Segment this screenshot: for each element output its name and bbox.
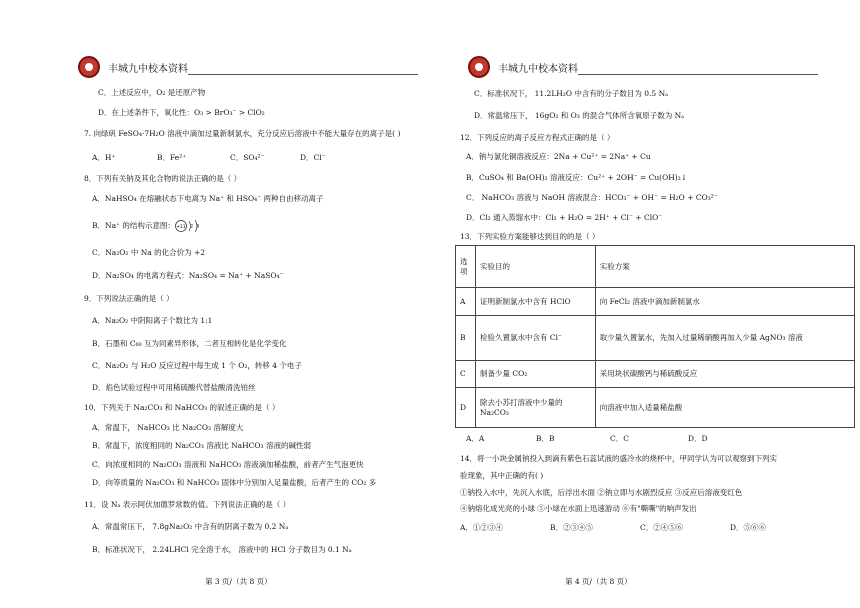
option: C．SO₄²⁻ bbox=[230, 153, 265, 162]
question-line: 7. 向绿矾 FeSO₄·7H₂O 溶液中滴加过量新制氯水，充分反应后溶液中不能大量存在的离子是( ) bbox=[84, 129, 401, 138]
question-line: 9．下列说法正确的是（ ） bbox=[84, 294, 174, 303]
school-logo-icon bbox=[78, 56, 100, 78]
right-header bbox=[468, 56, 818, 80]
table-row bbox=[456, 316, 855, 361]
table-cell: C bbox=[456, 361, 476, 388]
question-line: B．Na⁺ 的结构示意图： bbox=[92, 221, 175, 230]
svg-text:+11: +11 bbox=[176, 225, 186, 230]
question-line: 10．下列关于 Na₂CO₃ 和 NaHCO₃ 的叙述正确的是（ ） bbox=[84, 403, 280, 412]
question-line: C．Na₂O₂ 中 Na 的化合价为 +2 bbox=[92, 248, 206, 257]
question-line: D．Na₂SO₄ 的电离方程式：Na₂SO₄ = Na⁺ + NaSO₄⁻ bbox=[92, 271, 284, 280]
option: B．②③④⑤ bbox=[550, 523, 594, 532]
question-line: C．Na₂O₂ 与 H₂O 反应过程中每生成 1 个 O₂，转移 4 个电子 bbox=[92, 361, 302, 370]
question-line: D．向等质量的 Na₂CO₃ 和 NaHCO₃ 固体中分别加入足量盐酸，后者产生的 CO₂ 多 bbox=[92, 478, 377, 487]
question-line: C．标准状况下， 11.2LH₂O 中含有的分子数目为 0.5 Nₐ bbox=[474, 89, 669, 98]
left-header bbox=[78, 56, 418, 80]
right-page bbox=[430, 0, 860, 608]
table-cell: 检验久置氯水中含有 Cl⁻ bbox=[475, 316, 595, 361]
question-line: A．Na₂O₂ 中阴阳离子个数比为 1:1 bbox=[92, 316, 213, 325]
table-cell: A bbox=[456, 288, 476, 316]
table-cell: 除去小苏打溶液中少量的 Na₂CO₃ bbox=[475, 388, 595, 428]
question-line: B．常温下，浓度相同的 Na₂CO₃ 溶液比 NaHCO₃ 溶液的碱性弱 bbox=[92, 441, 311, 450]
sodium-ion-structure-diagram bbox=[174, 218, 204, 232]
question-line: B．标准状况下， 2.24LHCl 完全溶于水， 溶液中的 HCl 分子数目为 0.1 Nₐ bbox=[92, 545, 352, 554]
table-cell: D bbox=[456, 388, 476, 428]
question-line: 13．下列实验方案能够达到目的的是（ ） bbox=[460, 232, 600, 241]
table-row bbox=[456, 288, 855, 316]
table-header: 选项 bbox=[456, 246, 476, 288]
table-row bbox=[456, 361, 855, 388]
table-header: 实验目的 bbox=[475, 246, 595, 288]
question-line: A．常温常压下， 7.8gNa₂O₂ 中含有的阴离子数为 0.2 Nₐ bbox=[92, 522, 289, 531]
question-line: B．CuSO₄ 和 Ba(OH)₂ 溶液反应：Cu²⁺ + 2OH⁻ = Cu(OH)₂↓ bbox=[466, 173, 688, 182]
table-cell: B bbox=[456, 316, 476, 361]
header-rule bbox=[188, 74, 418, 75]
question-line: ①钠投入水中，先沉入水底，后浮出水面 ②钠立即与水剧烈反应 ③反应后溶液变红色 bbox=[460, 488, 743, 497]
table-cell: 制备少量 CO₂ bbox=[475, 361, 595, 388]
option: C．C bbox=[610, 434, 629, 443]
question-line: C． NaHCO₃ 溶液与 NaOH 溶液混合：HCO₃⁻ + OH⁻ = H₂O + CO₃²⁻ bbox=[466, 193, 718, 202]
experiment-table bbox=[455, 245, 855, 428]
question-line: C．向浓度相同的 Na₂CO₃ 溶液和 NaHCO₃ 溶液滴加稀盐酸，前者产生气泡更快 bbox=[92, 460, 364, 469]
question-line: 验现象，其中正确的有( ) bbox=[460, 471, 544, 480]
question-line: 11．设 Nₐ 表示阿伏加德罗常数的值。下列说法正确的是（ ） bbox=[84, 500, 291, 509]
question-line: D．在上述条件下，氧化性：O₃ > BrO₃⁻ > ClO₂ bbox=[98, 108, 265, 117]
option: B．Fe²⁺ bbox=[157, 153, 187, 162]
question-line: ④钠熔化成光亮的小球 ⑤小球在水面上迅速游动 ⑥有"嘶嘶"的响声发出 bbox=[460, 504, 697, 513]
page-footer: 第 3 页/（共 8 页） bbox=[205, 577, 272, 586]
question-line: B．石墨和 C₆₀ 互为同素异形体，二者互相转化是化学变化 bbox=[92, 339, 287, 348]
option: D．D bbox=[688, 434, 708, 443]
option: A．H⁺ bbox=[92, 153, 116, 162]
option: A．A bbox=[466, 434, 485, 443]
table-row bbox=[456, 388, 855, 428]
header-rule bbox=[578, 74, 818, 75]
option: D．Cl⁻ bbox=[300, 153, 326, 162]
question-line: A．NaHSO₄ 在熔融状态下电离为 Na⁺ 和 HSO₄⁻ 两种自由移动离子 bbox=[92, 194, 324, 203]
table-cell: 证明新制氯水中含有 HClO bbox=[475, 288, 595, 316]
question-line: 8．下列有关钠及其化合物的说法正确的是（ ） bbox=[84, 174, 242, 183]
question-line: 12．下列反应的离子反应方程式正确的是（ ） bbox=[460, 133, 615, 142]
table-header-row bbox=[456, 246, 855, 288]
question-line: A．常温下， NaHCO₃ 比 Na₂CO₃ 溶解度大 bbox=[92, 423, 244, 432]
option: A．①②③④ bbox=[460, 523, 503, 532]
question-line: A．钠与氯化铜溶液反应：2Na + Cu²⁺ = 2Na⁺ + Cu bbox=[466, 152, 651, 161]
option: B．B bbox=[536, 434, 555, 443]
svg-text:8: 8 bbox=[196, 223, 200, 229]
question-line: D．Cl₂ 通入蒸馏水中：Cl₂ + H₂O = 2H⁺ + Cl⁻ + ClO⁻ bbox=[466, 213, 663, 222]
school-logo-icon bbox=[468, 56, 490, 78]
header-title: 丰城九中校本资料 bbox=[498, 64, 578, 75]
table-cell: 采用块状碳酸钙与稀硫酸反应 bbox=[595, 361, 854, 388]
question-line: C．上述反应中，O₂ 是还原产物 bbox=[98, 88, 206, 97]
option: D．⑤⑥⑥ bbox=[730, 523, 767, 532]
question-line: 14．将一小块金属钠投入到滴有紫色石蕊试液的盛冷水的烧杯中，甲同学认为可以观察到下列实 bbox=[460, 454, 778, 463]
table-cell: 取少量久置氯水，先加入过量稀硝酸再加入少量 AgNO₃ 溶液 bbox=[595, 316, 854, 361]
question-line: D．焰色试验过程中可用稀硫酸代替盐酸清洗铂丝 bbox=[92, 383, 256, 392]
option: C．②④⑤⑥ bbox=[640, 523, 684, 532]
table-header: 实验方案 bbox=[595, 246, 854, 288]
table-cell: 向 FeCl₂ 溶液中滴加新制氯水 bbox=[595, 288, 854, 316]
table-cell: 向溶液中加入适量稀盐酸 bbox=[595, 388, 854, 428]
header-title: 丰城九中校本资料 bbox=[108, 64, 188, 75]
svg-text:2: 2 bbox=[190, 223, 194, 229]
question-line: D．常温常压下， 16gO₂ 和 O₃ 的混合气体所含氧原子数为 Nₐ bbox=[474, 111, 685, 120]
page-footer: 第 4 页/（共 8 页） bbox=[565, 577, 632, 586]
